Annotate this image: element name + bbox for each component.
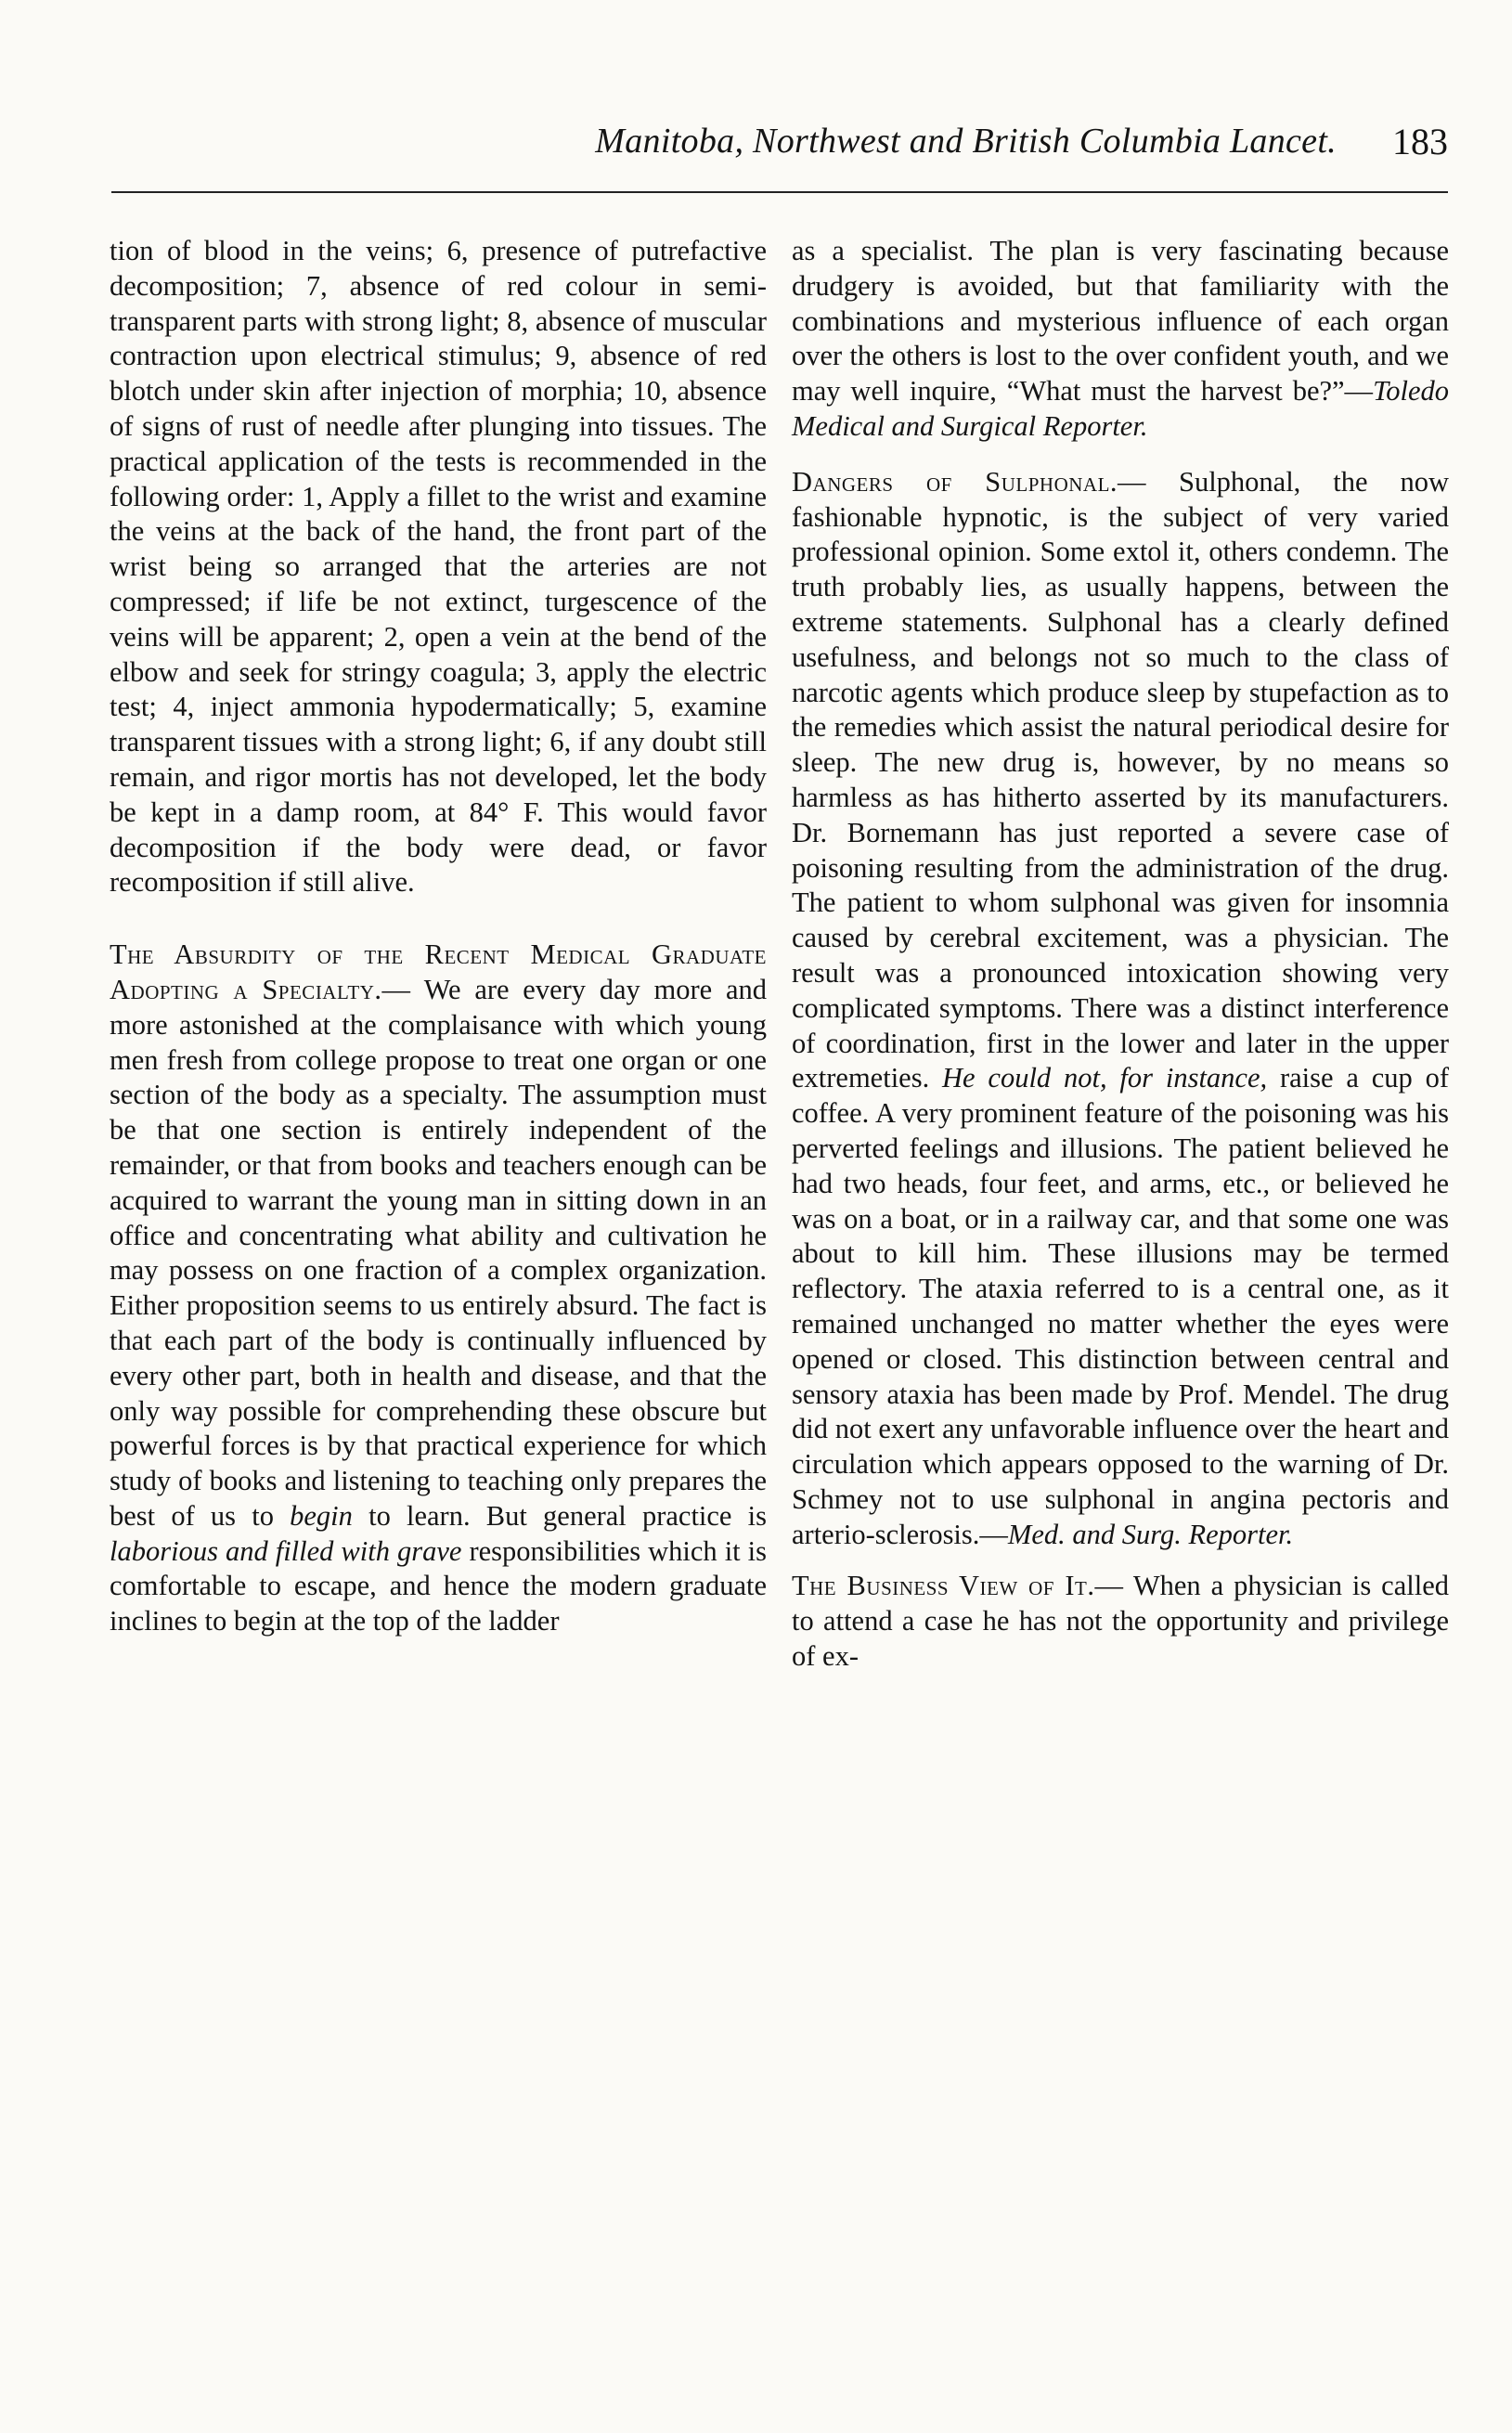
- article-heading: Dangers of Sulphonal.—: [792, 465, 1147, 498]
- article-sulphonal: [792, 465, 1449, 1553]
- article-text: responsibilities which it is comfortable to escape, and hence the modern graduate inclines to begin at the top of the ladder: [110, 1534, 767, 1637]
- source-citation: Toledo Medical and Surgical Reporter.: [792, 375, 1449, 442]
- article-text: Sulphonal, the now fashionable hypnotic, is the subject of very varied professional opinion. Some extol it, others condemn. The truth probably lies, as usually happens, between the extreme statements. Sulphonal has a clearly defined usefulness, and belongs not so much to the class of narcotic agents which produce sleep by stupefaction as to the remedies which assist the natural periodical desire for sleep. The new drug is, however, by no means so harmless as has hitherto asserted by its manufacturers. Dr. Bornemann has just reported a severe case of poisoning resulting from the administration of the drug. The patient to whom sulphonal was given for insomnia caused by cerebral excitement, was a physician. The result was a pronounced intoxication showing very complicated symptoms. There was a distinct interference of coordination, first in the lower and later in the upper extremeties.: [792, 465, 1449, 1094]
- left-column: [110, 234, 767, 1639]
- article-text: We are every day more and more astonished at the complaisance with which young men fresh from college propose to treat one organ or one section of the body as a specialty. The assumption must be that one section is entirely independent of the remainder, or that from books and teachers enough can be acquired to warrant the young man in sitting down in an office and concentrating what ability and cultivation he may possess on one fraction of a complex organization. Either proposition seems to us entirely absurd. The fact is that each part of the body is continually influenced by every other part, both in health and disease, and that the only way possible for comprehending these obscure but powerful forces is by that practical experience for which study of books and listening to teaching only prepares the best of us to: [110, 973, 767, 1532]
- article-text: raise a cup of coffee. A very prominent feature of the poisoning was his perverted feelings and illusions. The patient believed he had two heads, four feet, and arms, etc., or believed he was on a boat, or in a railway car, and that some one was about to kill him. These illusions may be termed reflectory. The ataxia referred to is a central one, as it remained unchanged no matter whether the eyes were opened or closed. This distinction between central and sensory ataxia has been made by Prof. Mendel. The drug did not exert any unfavorable influence over the heart and circulation which appears opposed to the warning of Dr. Schmey not to use sulphonal in angina pectoris and arterio-sclerosis.—: [792, 1062, 1449, 1550]
- article-heading: The Absurdity of the Recent Medical Graduate Adopting a Specialty.—: [110, 938, 767, 1005]
- paragraph-specialist-continued: [792, 234, 1449, 445]
- source-citation: Med. and Surg. Reporter.: [1007, 1518, 1294, 1550]
- running-title: Manitoba, Northwest and British Columbia Lancet.: [595, 122, 1337, 161]
- article-heading: The Business View of It.—: [792, 1570, 1124, 1602]
- article-specialty: [110, 938, 767, 1639]
- paragraph-rigor-tests: [110, 234, 767, 900]
- italic-text: begin: [290, 1499, 353, 1532]
- right-column: [792, 234, 1449, 1675]
- article-text: When a physician is called to attend a case he has not the opportunity and privilege of ex-: [792, 1570, 1449, 1673]
- paragraph-text: tion of blood in the veins; 6, presence of putrefactive decomposition; 7, absence of red colour in semi-transparent parts with strong light; 8, absence of muscular contraction upon electrical stimulus; 9, absence of red blotch under skin after injection of morphia; 10, absence of signs of rust of needle after plunging into tissues. The practical application of the tests is recommended in the following order: 1, Apply a fillet to the wrist and examine the veins at the back of the hand, the front part of the wrist being so arranged that the arteries are not compressed; if life be not extinct, turgescence of the veins will be apparent; 2, open a vein at the bend of the elbow and seek for stringy coagula; 3, apply the electric test; 4, inject ammonia hypodermatically; 5, examine transparent tissues with a strong light; 6, if any doubt still remain, and rigor mortis has not developed, let the body be kept in a damp room, at 84° F. This would favor decomposition if the body were dead, or favor recomposition if still alive.: [110, 235, 767, 899]
- paragraph-gap: [110, 900, 767, 938]
- header-rule: [111, 191, 1448, 193]
- page-number: 183: [1392, 120, 1448, 162]
- paragraph-text: as a specialist. The plan is very fascinating because drudgery is avoided, but that familiarity with the combinations and mysterious influence of each organ over the others is lost to the over confident youth, and we may well inquire, “What must the harvest be?”—: [792, 235, 1449, 408]
- running-header: [111, 113, 1448, 169]
- paragraph-gap: [792, 445, 1449, 465]
- paragraph-gap: [792, 1552, 1449, 1569]
- italic-text: laborious and filled with grave: [110, 1534, 462, 1567]
- italic-text: He could not, for instance,: [942, 1062, 1268, 1094]
- article-text: to learn. But general practice is: [352, 1499, 767, 1532]
- article-business-view: [792, 1569, 1449, 1674]
